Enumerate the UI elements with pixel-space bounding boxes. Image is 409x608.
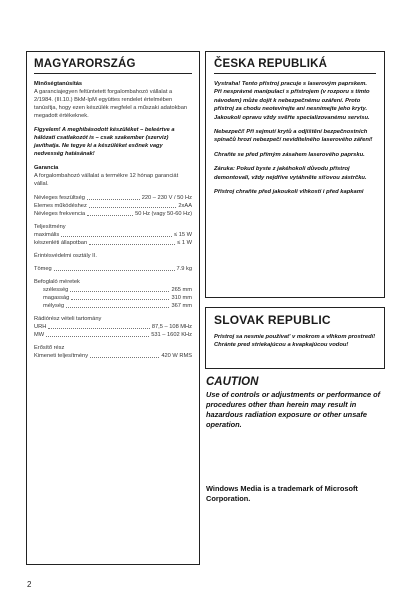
hungary-section (26, 51, 200, 565)
czech-paragraph: Záruka: Pokud byste z jakéhokoli důvodu přístroj demontovali, vždy nejdříve vytáhněte síťovou zástrčku. (214, 166, 367, 181)
radio-band-label: MW (34, 332, 45, 338)
dimension-row (34, 294, 192, 302)
dimension-value: 265 mm (171, 287, 192, 293)
weight-row (34, 265, 192, 273)
dimensions-label: Befoglaló méretek (34, 279, 80, 285)
spec-row (34, 194, 192, 202)
caution-text: Use of controls or adjustments or performance of procedures other than herein may result in hazardous radiation exposure or other unsafe operation. (206, 390, 381, 429)
spec-label: Névleges feszültség (34, 195, 85, 201)
spec-row (34, 239, 192, 247)
dimension-label: magasság (43, 295, 70, 301)
spec-value: 2xAA (178, 203, 192, 209)
spec-label: Elemes működéshez (34, 203, 87, 209)
radio-band-value: 531 – 1602 KHz (151, 332, 192, 338)
hungary-heading-warranty: Garancia (34, 165, 59, 171)
spec-label: készenléti állapotban (34, 240, 88, 246)
hungary-warranty-paragraph: A forgalombahozó vállalat a termékre 12 hónap garanciát vállal. (34, 173, 179, 187)
spec-label: Névleges frekvencia (34, 211, 86, 217)
amplifier-row (34, 352, 192, 360)
radio-row (34, 323, 192, 331)
hungary-heading-quality: Minőségtanúsítás (34, 81, 83, 87)
spec-value: 220 – 230 V / 50 Hz (141, 195, 192, 201)
spec-row (34, 202, 192, 210)
weight-label: Tömeg (34, 266, 52, 272)
spec-value: ≤ 15 W (174, 232, 192, 238)
caution-section (206, 376, 388, 430)
hungary-quality-paragraph: A garanciajegyen feltüntetett forgalombahozó vállalat a 2/1984. (III.10.) BkM-IpM együttes rendelet értelmében tanúsítja, hogy ezen készülék megfelel a műszaki adatokban megadott értékeknek. (34, 89, 188, 119)
spec-label: maximális (34, 232, 60, 238)
spec-row (34, 210, 192, 218)
dimension-value: 367 mm (171, 303, 192, 309)
amplifier-label: Erősítő rész (34, 345, 65, 351)
spec-row (34, 231, 192, 239)
radio-label: Rádiórész vételi tartomány (34, 316, 102, 322)
trademark-notice: Windows Media is a trademark of Microsoft Corporation. (206, 484, 358, 503)
amplifier-output-label: Kimeneti teljesítmény (34, 353, 89, 359)
weight-value: 7.9 kg (176, 266, 192, 272)
czech-section (205, 51, 385, 298)
spec-value: 50 Hz (vagy 50-60 Hz) (135, 211, 192, 217)
slovak-title: SLOVAK REPUBLIC (214, 313, 331, 327)
czech-paragraph: Vystraha! Tento přístroj pracuje s laserovým paprskem. Při nesprávné manipulaci s přístrojem (v rozporu s tímto návodem) můże dojít k nebezpečnému ozáření. Proto přístroj za chodu neotevírejte ani nesnímejte jeho kryty. Jakoukoli opravu vždy svěřte specializovanému servisu. (214, 81, 370, 121)
czech-paragraph: Chraňte se před přímým zásahem laserového paprsku. (214, 151, 365, 158)
radio-band-value: 87,5 – 108 MHz (151, 324, 192, 330)
dimension-value: 310 mm (171, 295, 192, 301)
slovak-text: Prístroj sa nesmie používat' v mokrom a vlhkom prostredí! Chránte pred striekajúcou a kvapkajúcou vodou! (214, 334, 376, 349)
hungary-warning: Figyelem! A meghibásodott készüléket – beleértve a hálózati csatlakozót is – csak szakember (szerviz) javíthatja. Ne tegye ki a készüléket esőnek vagy nedvesség hatásának! (34, 127, 175, 157)
page-number: 2 (27, 580, 32, 589)
radio-band-label: URH (34, 324, 47, 330)
czech-paragraph: Přístroj chraňte před jakoukoli vlhkostí i před kapkami (214, 189, 364, 196)
dimension-label: szélesség (43, 287, 69, 293)
czech-paragraph: Nebezpečí! Při sejmutí krytů a odjištění bezpečnostních spínačů hrozí nebezpečí neviditelného laserového záření! (214, 129, 373, 144)
protection-class: Érintésvédelmi osztály II. (34, 253, 97, 259)
dimension-row (34, 286, 192, 294)
power-label: Teljesítmény (34, 224, 66, 230)
dimension-row (34, 302, 192, 310)
czech-title: ČESKA REPUBLIKÁ (214, 58, 376, 74)
amplifier-output-value: 420 W RMS (161, 353, 192, 359)
caution-title: CAUTION (206, 376, 259, 388)
radio-row (34, 331, 192, 339)
czech-body (214, 80, 376, 196)
hungary-body (34, 80, 192, 360)
dimension-label: mélység (43, 303, 65, 309)
hungary-title: MAGYARORSZÁG (34, 58, 192, 74)
spec-value: ≤ 1 W (177, 240, 192, 246)
slovak-section (205, 307, 385, 369)
